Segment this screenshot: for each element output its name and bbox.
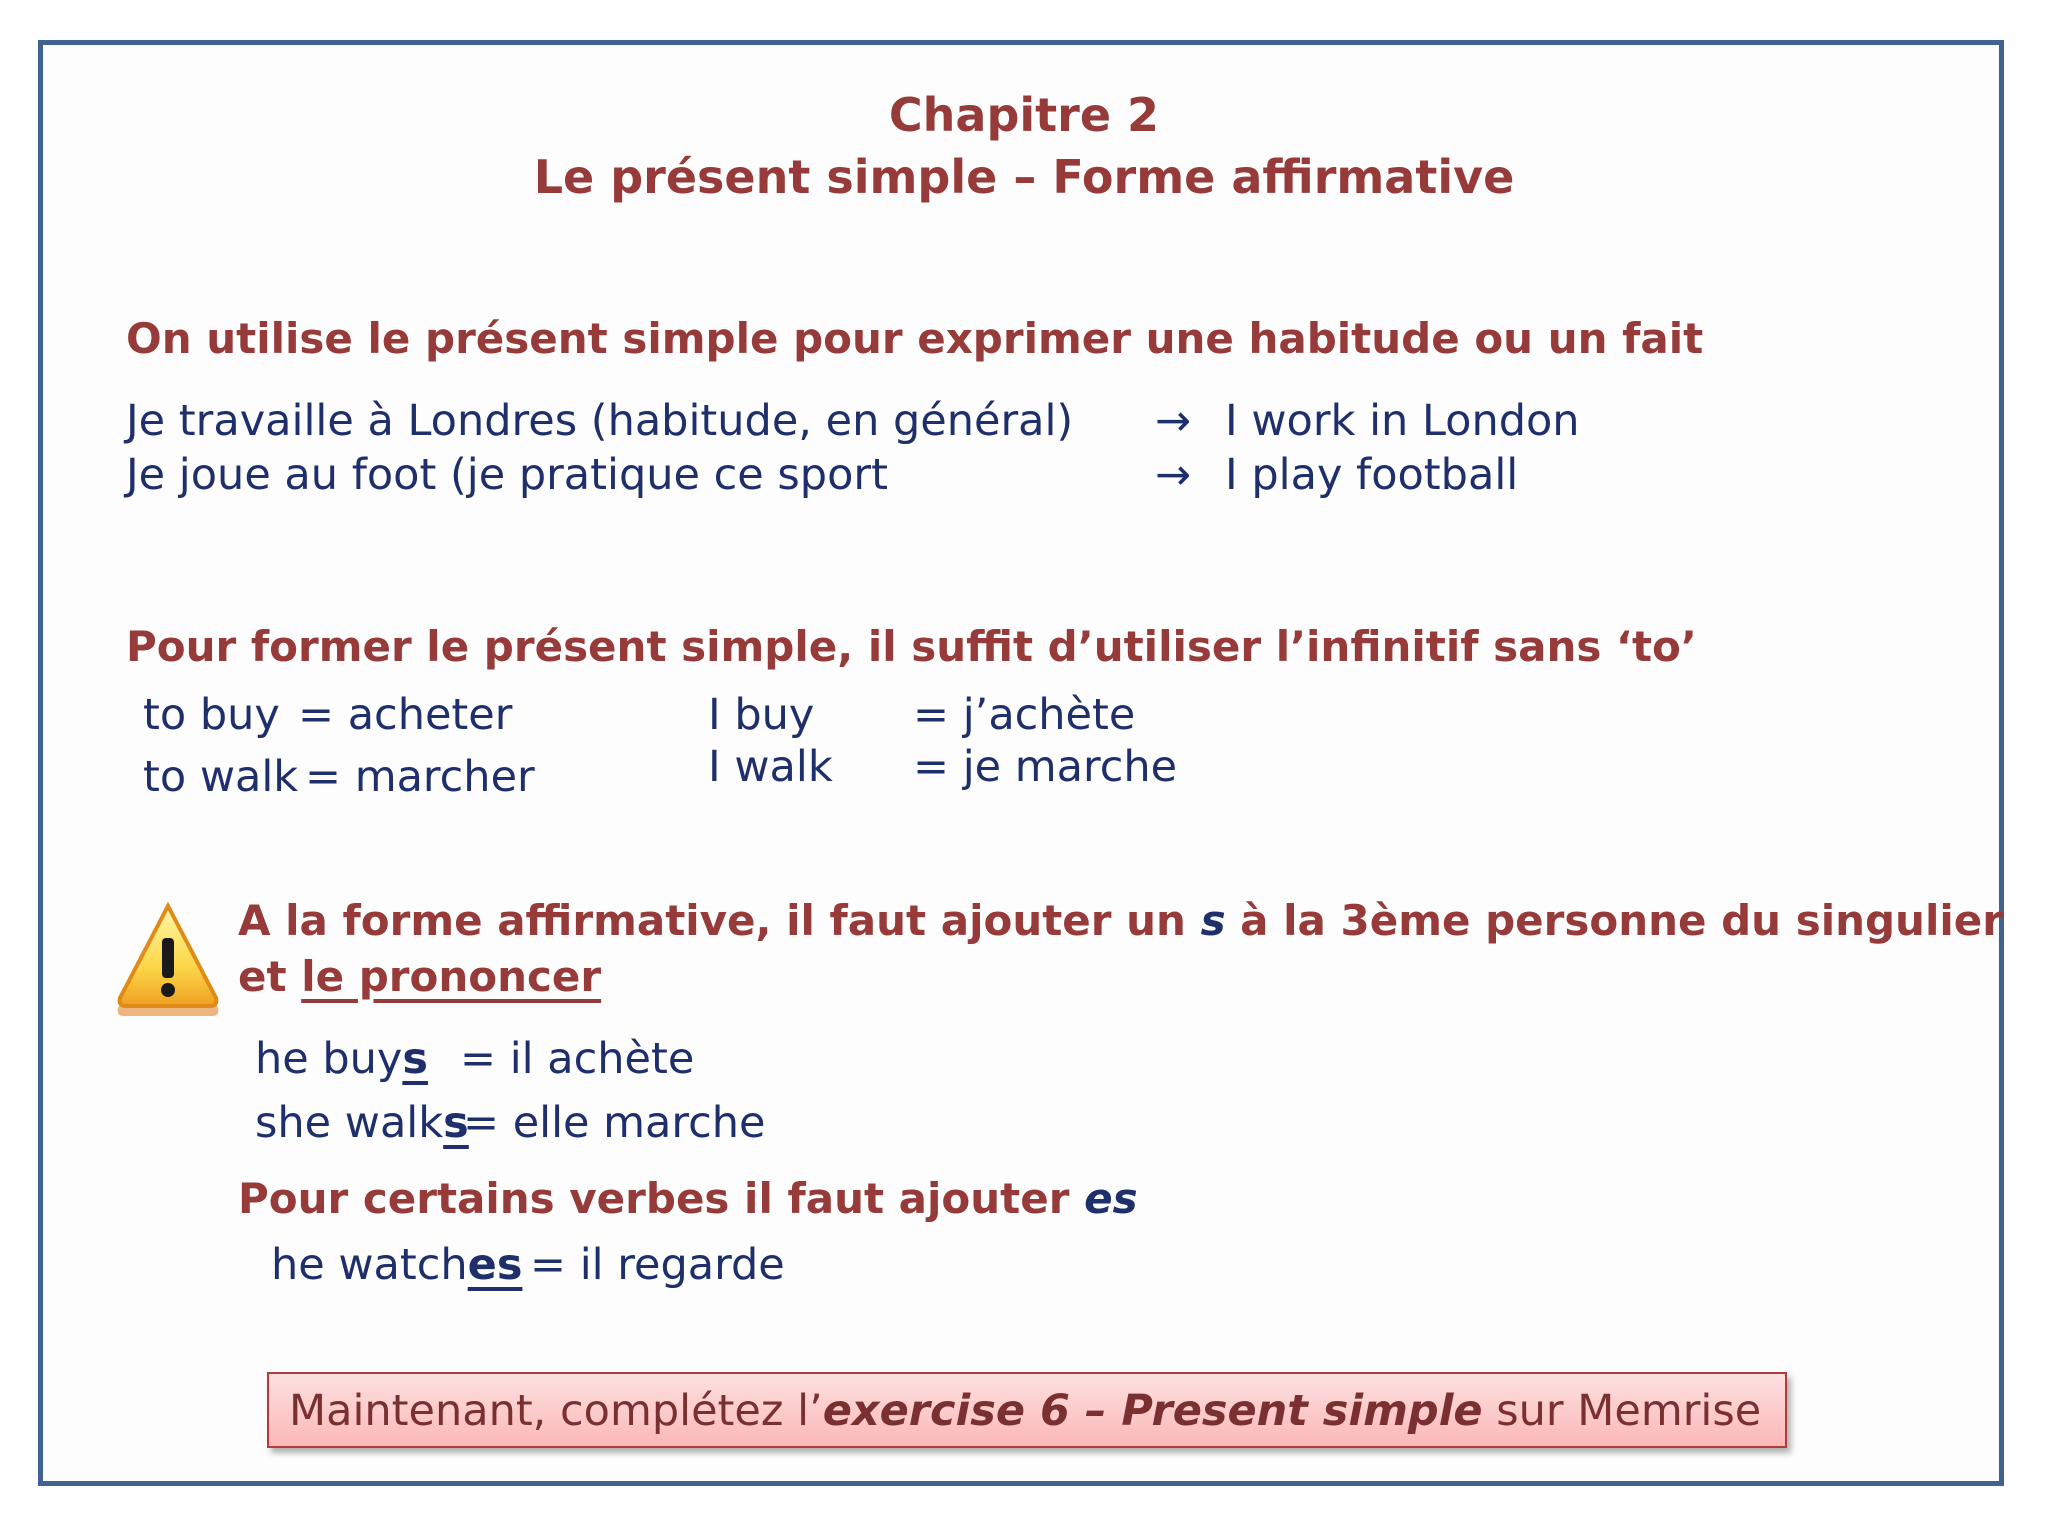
warning-triangle-icon (112, 902, 224, 1026)
section1-row1-fr: Je travaille à Londres (habitude, en général) (126, 396, 1074, 446)
example-she-walks: she walks (255, 1098, 469, 1148)
chapter-title: Chapitre 2 (888, 88, 1160, 142)
infinitive-2: to walk (143, 752, 299, 802)
s-suffix: s (402, 1034, 428, 1084)
infinitive-1-translation: = acheter (298, 690, 513, 740)
section1-row1-en: I work in London (1225, 396, 1580, 446)
conjugation-2-translation: = je marche (913, 742, 1178, 792)
arrow-icon: → (1155, 396, 1192, 446)
chapter-subtitle: Le présent simple – Forme affirmative (533, 150, 1515, 204)
arrow-icon: → (1155, 450, 1192, 500)
conjugation-1-translation: = j’achète (913, 690, 1136, 740)
es-suffix-emphasis: es (1084, 1174, 1138, 1223)
example-he-buys-translation: = il achète (460, 1034, 695, 1084)
pronounce-underlined: le prononcer (301, 952, 602, 1001)
conjugation-1: I buy (708, 690, 815, 740)
section1-heading: On utilise le présent simple pour exprimer une habitude ou un fait (126, 314, 1704, 363)
pronounce-rule: et le prononcer (238, 952, 602, 1001)
example-he-buys: he buys (255, 1034, 428, 1084)
example-he-watches: he watches (271, 1240, 523, 1290)
es-rule: Pour certains verbes il faut ajouter es (238, 1174, 1138, 1223)
es-suffix: es (467, 1240, 523, 1290)
infinitive-2-translation: = marcher (305, 752, 535, 802)
infinitive-1: to buy (143, 690, 280, 740)
example-she-walks-translation: = elle marche (463, 1098, 766, 1148)
memrise-exercise-banner: Maintenant, complétez l’exercise 6 – Present simple sur Memrise (267, 1372, 1787, 1448)
section1-row2-en: I play football (1225, 450, 1519, 500)
section2-heading: Pour former le présent simple, il suffit d’utiliser l’infinitif sans ‘to’ (126, 622, 1697, 671)
conjugation-2: I walk (708, 742, 833, 792)
section1-row2-fr: Je joue au foot (je pratique ce sport (126, 450, 888, 500)
example-he-watches-translation: = il regarde (530, 1240, 785, 1290)
s-suffix: s (443, 1098, 469, 1148)
s-suffix-emphasis: s (1200, 896, 1226, 945)
exercise-name: exercise 6 – Present simple (822, 1386, 1483, 1436)
third-person-rule: A la forme affirmative, il faut ajouter un s à la 3ème personne du singulier (238, 896, 2003, 945)
